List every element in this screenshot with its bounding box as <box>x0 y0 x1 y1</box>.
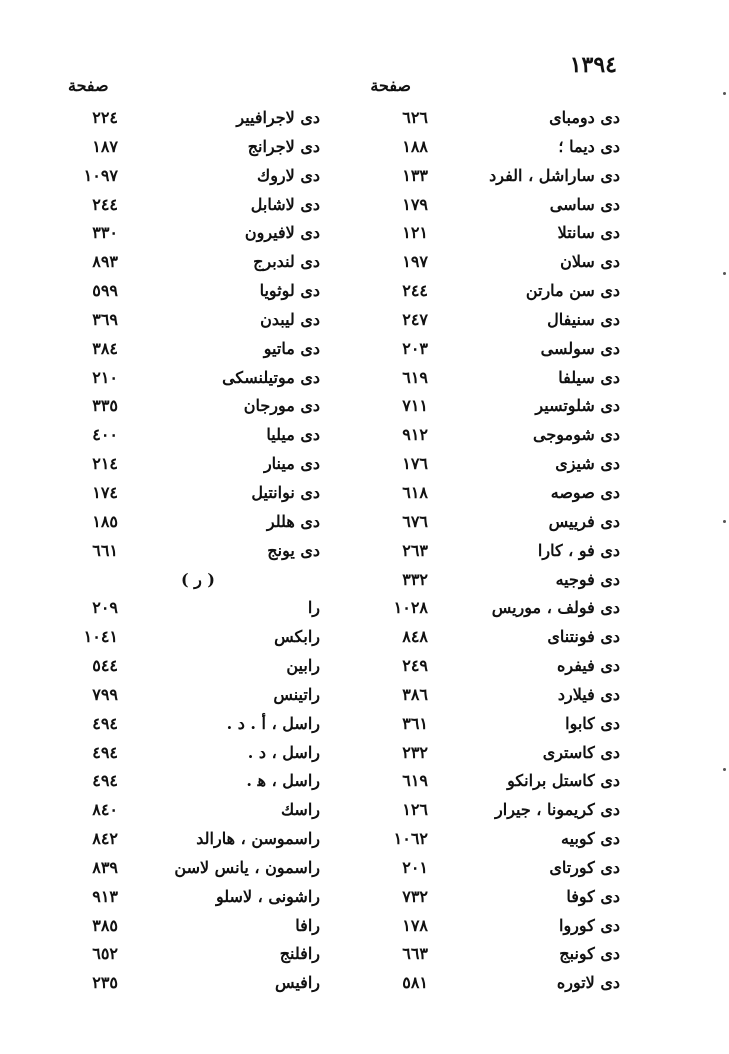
entry-page-number: ٨٤٨ <box>402 627 428 647</box>
entry-page-number: ٦٧٦ <box>402 511 428 531</box>
index-entry <box>50 104 320 133</box>
entry-name: دی فرییس <box>548 511 620 531</box>
entry-name: راسك <box>280 800 320 820</box>
index-entry <box>340 277 630 306</box>
entry-name: دی لوثویا <box>259 281 320 301</box>
entry-name: دی فیفره <box>557 656 620 676</box>
entry-page-number: ١٠٢٨ <box>393 598 428 618</box>
page-number: ١٣٩٤ <box>569 52 617 78</box>
index-entry <box>50 277 320 306</box>
entry-page-number: ٢١٤ <box>92 454 118 474</box>
entry-page-number: ٣٣٢ <box>402 569 428 589</box>
entry-page-number: ١٧٨ <box>402 915 428 935</box>
index-entry <box>50 162 320 191</box>
index-entry <box>340 825 630 854</box>
entry-page-number: ٦٦١ <box>92 540 118 560</box>
index-entry <box>50 450 320 479</box>
entry-name: راسل ، ﻫ . <box>246 771 320 791</box>
entry-name: رابکس <box>274 627 320 647</box>
entry-page-number: ٢١٠ <box>92 367 118 387</box>
entry-name: دی سن مارتن <box>525 281 620 301</box>
entry-name: دی سانتلا <box>557 223 620 243</box>
entry-name: دی دومبای <box>549 108 620 127</box>
entry-page-number: ١٧٤ <box>92 482 118 502</box>
index-entry <box>50 796 320 825</box>
entry-page-number: ٢٤٤ <box>402 281 428 301</box>
index-entry <box>340 306 630 335</box>
entry-page-number: ٨٤٢ <box>92 829 118 849</box>
entry-name: راتینس <box>273 684 320 704</box>
entry-name: دی فونتنای <box>547 627 620 647</box>
entry-name: راسل ، أ . د . <box>226 713 320 733</box>
entry-page-number: ٧٩٩ <box>92 684 118 704</box>
entry-name: دی لندبرج <box>253 252 320 272</box>
entry-page-number: ٢٠٩ <box>92 598 118 618</box>
index-entry <box>340 883 630 912</box>
entry-name: دی صوصه <box>550 482 620 502</box>
entry-page-number: ٦١٩ <box>402 771 428 791</box>
entry-page-number: ٨٩٣ <box>92 252 118 272</box>
entry-name: دی لاجرانج <box>247 136 320 156</box>
index-entry <box>50 191 320 220</box>
entry-page-number: ٩١٢ <box>402 425 428 445</box>
entry-page-number: ٦١٨ <box>402 482 428 502</box>
index-entry <box>340 335 630 364</box>
index-entry <box>340 450 630 479</box>
entry-page-number: ٦٥٢ <box>92 944 118 964</box>
section-letter: ( ر ) <box>180 569 215 589</box>
index-entry <box>340 594 630 623</box>
entry-name: رافا <box>295 915 320 935</box>
entry-page-number: ٥٩٩ <box>92 281 118 301</box>
entry-page-number: ٥٨١ <box>402 973 428 993</box>
index-entry <box>50 739 320 768</box>
entry-page-number: ١٣٣ <box>402 165 428 185</box>
entry-name: دی لیبدن <box>260 309 320 329</box>
entry-name: دی مورجان <box>243 396 320 416</box>
entry-page-number: ٧٣٢ <box>402 886 428 906</box>
entry-name: دی فو ، کارا <box>537 540 620 560</box>
entry-page-number: ٣٣٠ <box>92 223 118 243</box>
entry-name: دی لاجرافییر <box>236 108 320 127</box>
margin-mark <box>723 768 726 771</box>
entry-name: دی کوبیه <box>561 829 620 849</box>
entry-page-number: ١٠٤١ <box>83 627 118 647</box>
entry-name: دی هللر <box>266 511 320 531</box>
entry-page-number: ٤٩٤ <box>92 713 118 733</box>
index-entry <box>50 969 320 998</box>
index-entry <box>50 335 320 364</box>
entry-page-number: ١٧٩ <box>402 194 428 214</box>
entry-name: رافلنج <box>279 944 320 964</box>
index-entry <box>340 392 630 421</box>
entry-name: دی دیما ؛ <box>558 136 620 156</box>
index-entry <box>50 681 320 710</box>
margin-mark <box>723 92 726 95</box>
entry-name: دی کورتای <box>549 857 620 877</box>
entry-name: دی لاتوره <box>556 973 620 993</box>
entry-page-number: ٨٤٠ <box>92 800 118 820</box>
index-entry <box>340 623 630 652</box>
margin-mark <box>723 520 726 523</box>
entry-name: دی ماتیو <box>263 338 320 358</box>
entry-name: دی کاستل برانکو <box>507 771 620 791</box>
entry-page-number: ٢٤٤ <box>92 194 118 214</box>
index-entry <box>50 421 320 450</box>
entry-page-number: ٢٠٣ <box>402 338 428 358</box>
entry-page-number: ٢٠١ <box>402 857 428 877</box>
entry-page-number: ١٨٧ <box>92 136 118 156</box>
entry-page-number: ٢٣٢ <box>402 742 428 762</box>
entry-page-number: ١٠٦٢ <box>393 829 428 849</box>
index-entry <box>50 825 320 854</box>
entry-name: راسموسن ، هارالد <box>196 829 320 849</box>
entry-name: دی مینار <box>263 454 320 474</box>
entry-page-number: ٢٣٥ <box>92 973 118 993</box>
index-entry <box>50 940 320 969</box>
index-entry <box>50 883 320 912</box>
entry-page-number: ٢٤٧ <box>402 309 428 329</box>
entry-page-number: ٦١٩ <box>402 367 428 387</box>
entry-name: دی کاستری <box>542 742 620 762</box>
index-entry <box>340 421 630 450</box>
entry-name: دی لاروك <box>257 165 320 185</box>
entry-name: دی کوروا <box>559 915 620 935</box>
entry-name: دی کونبج <box>559 944 620 964</box>
entry-page-number: ٣٨٤ <box>92 338 118 358</box>
entry-name: دی فیلارد <box>557 684 620 704</box>
index-entry <box>50 392 320 421</box>
index-entry <box>340 710 630 739</box>
index-entry <box>340 162 630 191</box>
entry-name: دی سنیفال <box>547 309 620 329</box>
entry-name: دی ساسی <box>549 194 620 214</box>
index-entry <box>340 912 630 941</box>
index-entry <box>50 479 320 508</box>
entry-page-number: ١٨٥ <box>92 511 118 531</box>
index-entry <box>50 508 320 537</box>
entry-name: دی سولسی <box>540 338 620 358</box>
entry-name: دی شلوتسیر <box>535 396 620 416</box>
entry-name: دی ساراشل ، الفرد <box>489 165 620 185</box>
index-entry <box>340 104 630 133</box>
entry-page-number: ٣٦٩ <box>92 309 118 329</box>
section-divider <box>50 566 320 595</box>
index-entry <box>50 594 320 623</box>
index-entry <box>340 133 630 162</box>
index-column-right <box>340 104 630 998</box>
index-entry <box>50 306 320 335</box>
entry-page-number: ١٧٦ <box>402 454 428 474</box>
entry-page-number: ٢٤٩ <box>402 656 428 676</box>
entry-page-number: ٣٨٥ <box>92 915 118 935</box>
entry-page-number: ١٢١ <box>402 223 428 243</box>
entry-name: راسل ، د . <box>247 742 320 762</box>
index-entry <box>50 623 320 652</box>
entry-page-number: ٥٤٤ <box>92 656 118 676</box>
index-entry <box>340 248 630 277</box>
entry-name: رافیس <box>274 973 320 993</box>
index-entry <box>340 479 630 508</box>
entry-page-number: ٧١١ <box>402 396 428 416</box>
index-entry <box>50 854 320 883</box>
index-entry <box>340 854 630 883</box>
entry-page-number: ٨٣٩ <box>92 857 118 877</box>
index-entry <box>340 652 630 681</box>
entry-page-number: ١٢٦ <box>402 800 428 820</box>
index-entry <box>340 191 630 220</box>
entry-name: راشونی ، لاسلو <box>215 886 320 906</box>
entry-page-number: ٢٦٣ <box>402 540 428 560</box>
entry-page-number: ٤٩٤ <box>92 742 118 762</box>
entry-name: راسمون ، یانس لاسن <box>174 857 320 877</box>
entry-page-number: ٢٢٤ <box>92 108 118 127</box>
entry-name: دی یونج <box>267 540 320 560</box>
entry-page-number: ٤٩٤ <box>92 771 118 791</box>
column-header-right: صفحة <box>370 76 411 95</box>
entry-name: دی سیلفا <box>558 367 620 387</box>
entry-name: دی فوجیه <box>555 569 620 589</box>
index-entry <box>50 710 320 739</box>
entry-name: دی کریمونا ، جیرار <box>495 800 620 820</box>
entry-name: دی لاشابل <box>250 194 320 214</box>
index-entry <box>50 912 320 941</box>
entry-name: دی نوانتیل <box>251 482 320 502</box>
index-entry <box>50 537 320 566</box>
entry-page-number: ١٩٧ <box>402 252 428 272</box>
entry-name: دی موتیلنسکی <box>222 367 320 387</box>
entry-page-number: ٣٨٦ <box>402 684 428 704</box>
entry-name: دی میلیا <box>266 425 320 445</box>
entry-page-number: ٦٦٣ <box>402 944 428 964</box>
entry-name: دی شوموجی <box>533 425 620 445</box>
index-entry <box>50 364 320 393</box>
entry-name: دی کوفا <box>566 886 620 906</box>
entry-page-number: ٦٢٦ <box>402 108 428 127</box>
index-entry <box>340 566 630 595</box>
index-entry <box>50 133 320 162</box>
index-entry <box>340 767 630 796</box>
entry-name: دی سلان <box>560 252 620 272</box>
index-entry <box>50 248 320 277</box>
index-column-left <box>50 104 320 998</box>
entry-page-number: ١٠٩٧ <box>83 165 118 185</box>
index-entry <box>340 681 630 710</box>
margin-mark <box>723 272 726 275</box>
column-header-left: صفحة <box>68 76 109 95</box>
index-entry <box>340 219 630 248</box>
entry-page-number: ٤٠٠ <box>92 425 118 445</box>
index-entry <box>340 739 630 768</box>
index-entry <box>340 796 630 825</box>
entry-name: رابین <box>286 656 320 676</box>
index-entry <box>340 364 630 393</box>
entry-name: دی فولف ، موریس <box>491 598 620 618</box>
entry-name: دی لافیرون <box>244 223 320 243</box>
entry-page-number: ٣٣٥ <box>92 396 118 416</box>
entry-page-number: ١٨٨ <box>402 136 428 156</box>
index-entry <box>50 219 320 248</box>
entry-name: را <box>307 598 320 618</box>
index-entry <box>340 969 630 998</box>
index-entry <box>340 508 630 537</box>
entry-page-number: ٣٦١ <box>402 713 428 733</box>
entry-name: دی شیزی <box>555 454 620 474</box>
index-entry <box>50 652 320 681</box>
index-entry <box>340 537 630 566</box>
index-entry <box>340 940 630 969</box>
index-entry <box>50 767 320 796</box>
entry-page-number: ٩١٣ <box>92 886 118 906</box>
entry-name: دی کابوا <box>565 713 620 733</box>
